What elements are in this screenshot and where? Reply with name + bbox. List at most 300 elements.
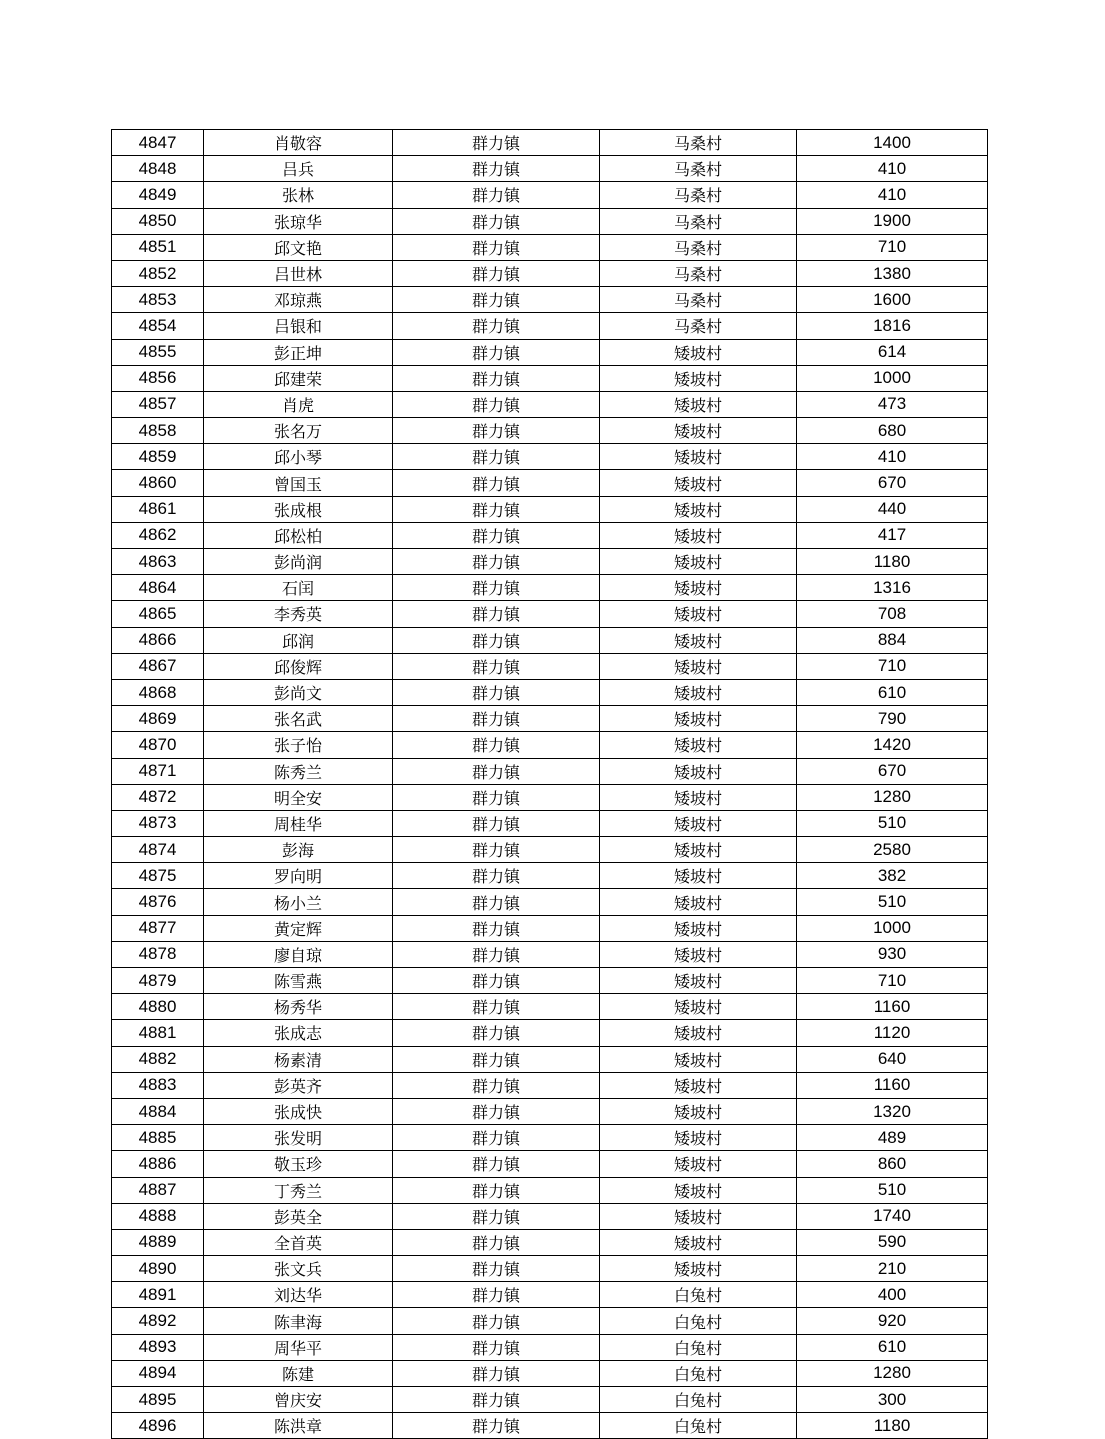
amount-cell: 1900 <box>797 208 988 234</box>
name-cell: 彭英全 <box>204 1203 393 1229</box>
name-cell: 陈聿海 <box>204 1308 393 1334</box>
row-number-cell: 4890 <box>112 1256 204 1282</box>
row-number-cell: 4885 <box>112 1125 204 1151</box>
table-row <box>112 234 988 260</box>
amount-cell: 210 <box>797 1256 988 1282</box>
town-cell: 群力镇 <box>393 810 600 836</box>
table-row <box>112 653 988 679</box>
village-cell: 矮坡村 <box>600 810 797 836</box>
data-table <box>111 129 988 1439</box>
row-number-cell: 4887 <box>112 1177 204 1203</box>
table-row <box>112 941 988 967</box>
table-row <box>112 522 988 548</box>
village-cell: 白兔村 <box>600 1334 797 1360</box>
village-cell: 矮坡村 <box>600 1177 797 1203</box>
town-cell: 群力镇 <box>393 313 600 339</box>
table-body <box>112 130 988 1439</box>
table-row <box>112 968 988 994</box>
village-cell: 马桑村 <box>600 182 797 208</box>
town-cell: 群力镇 <box>393 1229 600 1255</box>
town-cell: 群力镇 <box>393 837 600 863</box>
table-row <box>112 758 988 784</box>
name-cell: 全首英 <box>204 1229 393 1255</box>
table-row <box>112 1203 988 1229</box>
name-cell: 肖敬容 <box>204 130 393 156</box>
table-row <box>112 549 988 575</box>
village-cell: 矮坡村 <box>600 1020 797 1046</box>
table-row <box>112 994 988 1020</box>
town-cell: 群力镇 <box>393 784 600 810</box>
table-row <box>112 260 988 286</box>
amount-cell: 610 <box>797 679 988 705</box>
name-cell: 张名武 <box>204 706 393 732</box>
row-number-cell: 4849 <box>112 182 204 208</box>
table-row <box>112 391 988 417</box>
amount-cell: 614 <box>797 339 988 365</box>
village-cell: 马桑村 <box>600 260 797 286</box>
amount-cell: 930 <box>797 941 988 967</box>
table-row <box>112 1177 988 1203</box>
row-number-cell: 4883 <box>112 1072 204 1098</box>
name-cell: 邱润 <box>204 627 393 653</box>
village-cell: 矮坡村 <box>600 889 797 915</box>
row-number-cell: 4870 <box>112 732 204 758</box>
table-row <box>112 1229 988 1255</box>
amount-cell: 1420 <box>797 732 988 758</box>
amount-cell: 1160 <box>797 994 988 1020</box>
table-row <box>112 1282 988 1308</box>
amount-cell: 708 <box>797 601 988 627</box>
amount-cell: 1160 <box>797 1072 988 1098</box>
row-number-cell: 4896 <box>112 1413 204 1439</box>
town-cell: 群力镇 <box>393 1046 600 1072</box>
town-cell: 群力镇 <box>393 1360 600 1386</box>
amount-cell: 510 <box>797 810 988 836</box>
amount-cell: 670 <box>797 470 988 496</box>
town-cell: 群力镇 <box>393 1098 600 1124</box>
town-cell: 群力镇 <box>393 522 600 548</box>
town-cell: 群力镇 <box>393 1177 600 1203</box>
village-cell: 矮坡村 <box>600 758 797 784</box>
amount-cell: 610 <box>797 1334 988 1360</box>
name-cell: 彭英齐 <box>204 1072 393 1098</box>
table-row <box>112 1334 988 1360</box>
amount-cell: 1180 <box>797 1413 988 1439</box>
row-number-cell: 4859 <box>112 444 204 470</box>
amount-cell: 382 <box>797 863 988 889</box>
village-cell: 矮坡村 <box>600 470 797 496</box>
row-number-cell: 4871 <box>112 758 204 784</box>
town-cell: 群力镇 <box>393 1413 600 1439</box>
village-cell: 矮坡村 <box>600 706 797 732</box>
village-cell: 矮坡村 <box>600 339 797 365</box>
name-cell: 曾庆安 <box>204 1387 393 1413</box>
table-row <box>112 444 988 470</box>
amount-cell: 860 <box>797 1151 988 1177</box>
village-cell: 马桑村 <box>600 234 797 260</box>
row-number-cell: 4868 <box>112 679 204 705</box>
name-cell: 吕世林 <box>204 260 393 286</box>
name-cell: 周桂华 <box>204 810 393 836</box>
village-cell: 矮坡村 <box>600 1098 797 1124</box>
row-number-cell: 4884 <box>112 1098 204 1124</box>
village-cell: 矮坡村 <box>600 418 797 444</box>
name-cell: 张文兵 <box>204 1256 393 1282</box>
table-row <box>112 679 988 705</box>
name-cell: 邱俊辉 <box>204 653 393 679</box>
town-cell: 群力镇 <box>393 1125 600 1151</box>
amount-cell: 1740 <box>797 1203 988 1229</box>
amount-cell: 440 <box>797 496 988 522</box>
table-row <box>112 182 988 208</box>
village-cell: 矮坡村 <box>600 915 797 941</box>
table-row <box>112 339 988 365</box>
table-row <box>112 313 988 339</box>
table-row <box>112 575 988 601</box>
row-number-cell: 4876 <box>112 889 204 915</box>
amount-cell: 417 <box>797 522 988 548</box>
amount-cell: 410 <box>797 182 988 208</box>
row-number-cell: 4869 <box>112 706 204 732</box>
village-cell: 矮坡村 <box>600 1046 797 1072</box>
name-cell: 邱文艳 <box>204 234 393 260</box>
name-cell: 张发明 <box>204 1125 393 1151</box>
amount-cell: 489 <box>797 1125 988 1151</box>
name-cell: 张成志 <box>204 1020 393 1046</box>
amount-cell: 400 <box>797 1282 988 1308</box>
village-cell: 矮坡村 <box>600 994 797 1020</box>
village-cell: 矮坡村 <box>600 522 797 548</box>
town-cell: 群力镇 <box>393 941 600 967</box>
village-cell: 矮坡村 <box>600 941 797 967</box>
table-row <box>112 365 988 391</box>
amount-cell: 670 <box>797 758 988 784</box>
name-cell: 陈洪章 <box>204 1413 393 1439</box>
row-number-cell: 4882 <box>112 1046 204 1072</box>
amount-cell: 920 <box>797 1308 988 1334</box>
town-cell: 群力镇 <box>393 627 600 653</box>
amount-cell: 1000 <box>797 915 988 941</box>
village-cell: 马桑村 <box>600 130 797 156</box>
village-cell: 白兔村 <box>600 1308 797 1334</box>
name-cell: 邓琼燕 <box>204 287 393 313</box>
town-cell: 群力镇 <box>393 287 600 313</box>
row-number-cell: 4853 <box>112 287 204 313</box>
village-cell: 马桑村 <box>600 287 797 313</box>
table-row <box>112 1256 988 1282</box>
village-cell: 矮坡村 <box>600 1203 797 1229</box>
name-cell: 彭海 <box>204 837 393 863</box>
row-number-cell: 4881 <box>112 1020 204 1046</box>
amount-cell: 884 <box>797 627 988 653</box>
town-cell: 群力镇 <box>393 470 600 496</box>
row-number-cell: 4891 <box>112 1282 204 1308</box>
name-cell: 敬玉珍 <box>204 1151 393 1177</box>
row-number-cell: 4893 <box>112 1334 204 1360</box>
amount-cell: 510 <box>797 1177 988 1203</box>
row-number-cell: 4878 <box>112 941 204 967</box>
row-number-cell: 4848 <box>112 156 204 182</box>
name-cell: 张林 <box>204 182 393 208</box>
town-cell: 群力镇 <box>393 260 600 286</box>
town-cell: 群力镇 <box>393 1151 600 1177</box>
village-cell: 白兔村 <box>600 1282 797 1308</box>
village-cell: 马桑村 <box>600 156 797 182</box>
amount-cell: 1280 <box>797 784 988 810</box>
table-row <box>112 601 988 627</box>
name-cell: 张子怡 <box>204 732 393 758</box>
town-cell: 群力镇 <box>393 653 600 679</box>
table-row <box>112 706 988 732</box>
village-cell: 矮坡村 <box>600 863 797 889</box>
table-row <box>112 470 988 496</box>
row-number-cell: 4867 <box>112 653 204 679</box>
name-cell: 石闰 <box>204 575 393 601</box>
name-cell: 邱松柏 <box>204 522 393 548</box>
town-cell: 群力镇 <box>393 1020 600 1046</box>
table-row <box>112 732 988 758</box>
amount-cell: 2580 <box>797 837 988 863</box>
row-number-cell: 4866 <box>112 627 204 653</box>
name-cell: 李秀英 <box>204 601 393 627</box>
table-row <box>112 1046 988 1072</box>
amount-cell: 410 <box>797 156 988 182</box>
row-number-cell: 4861 <box>112 496 204 522</box>
name-cell: 陈秀兰 <box>204 758 393 784</box>
amount-cell: 710 <box>797 968 988 994</box>
village-cell: 矮坡村 <box>600 1229 797 1255</box>
town-cell: 群力镇 <box>393 444 600 470</box>
town-cell: 群力镇 <box>393 156 600 182</box>
name-cell: 张琼华 <box>204 208 393 234</box>
row-number-cell: 4860 <box>112 470 204 496</box>
amount-cell: 710 <box>797 234 988 260</box>
amount-cell: 1320 <box>797 1098 988 1124</box>
row-number-cell: 4858 <box>112 418 204 444</box>
town-cell: 群力镇 <box>393 496 600 522</box>
amount-cell: 473 <box>797 391 988 417</box>
town-cell: 群力镇 <box>393 863 600 889</box>
town-cell: 群力镇 <box>393 130 600 156</box>
amount-cell: 710 <box>797 653 988 679</box>
row-number-cell: 4854 <box>112 313 204 339</box>
village-cell: 矮坡村 <box>600 365 797 391</box>
village-cell: 矮坡村 <box>600 1125 797 1151</box>
row-number-cell: 4852 <box>112 260 204 286</box>
amount-cell: 300 <box>797 1387 988 1413</box>
village-cell: 矮坡村 <box>600 679 797 705</box>
row-number-cell: 4874 <box>112 837 204 863</box>
row-number-cell: 4855 <box>112 339 204 365</box>
row-number-cell: 4895 <box>112 1387 204 1413</box>
table-row <box>112 1151 988 1177</box>
town-cell: 群力镇 <box>393 208 600 234</box>
town-cell: 群力镇 <box>393 601 600 627</box>
name-cell: 邱建荣 <box>204 365 393 391</box>
table-row <box>112 837 988 863</box>
row-number-cell: 4879 <box>112 968 204 994</box>
town-cell: 群力镇 <box>393 549 600 575</box>
village-cell: 马桑村 <box>600 208 797 234</box>
name-cell: 吕兵 <box>204 156 393 182</box>
amount-cell: 590 <box>797 1229 988 1255</box>
town-cell: 群力镇 <box>393 339 600 365</box>
table-row <box>112 496 988 522</box>
table-row <box>112 208 988 234</box>
name-cell: 丁秀兰 <box>204 1177 393 1203</box>
row-number-cell: 4880 <box>112 994 204 1020</box>
village-cell: 矮坡村 <box>600 496 797 522</box>
village-cell: 矮坡村 <box>600 444 797 470</box>
row-number-cell: 4850 <box>112 208 204 234</box>
amount-cell: 1280 <box>797 1360 988 1386</box>
name-cell: 黄定辉 <box>204 915 393 941</box>
table-row <box>112 784 988 810</box>
village-cell: 矮坡村 <box>600 968 797 994</box>
row-number-cell: 4889 <box>112 1229 204 1255</box>
name-cell: 张成快 <box>204 1098 393 1124</box>
name-cell: 廖自琼 <box>204 941 393 967</box>
row-number-cell: 4865 <box>112 601 204 627</box>
row-number-cell: 4873 <box>112 810 204 836</box>
name-cell: 邱小琴 <box>204 444 393 470</box>
table-row <box>112 1360 988 1386</box>
name-cell: 曾国玉 <box>204 470 393 496</box>
amount-cell: 640 <box>797 1046 988 1072</box>
town-cell: 群力镇 <box>393 1203 600 1229</box>
town-cell: 群力镇 <box>393 679 600 705</box>
village-cell: 矮坡村 <box>600 575 797 601</box>
village-cell: 矮坡村 <box>600 549 797 575</box>
village-cell: 矮坡村 <box>600 1151 797 1177</box>
table-row <box>112 1387 988 1413</box>
table-row <box>112 810 988 836</box>
amount-cell: 1816 <box>797 313 988 339</box>
name-cell: 陈建 <box>204 1360 393 1386</box>
amount-cell: 510 <box>797 889 988 915</box>
table-row <box>112 418 988 444</box>
table-row <box>112 915 988 941</box>
name-cell: 彭正坤 <box>204 339 393 365</box>
town-cell: 群力镇 <box>393 182 600 208</box>
town-cell: 群力镇 <box>393 1256 600 1282</box>
amount-cell: 1000 <box>797 365 988 391</box>
village-cell: 矮坡村 <box>600 784 797 810</box>
village-cell: 矮坡村 <box>600 732 797 758</box>
town-cell: 群力镇 <box>393 1072 600 1098</box>
town-cell: 群力镇 <box>393 758 600 784</box>
table-row <box>112 1098 988 1124</box>
table-row <box>112 1020 988 1046</box>
row-number-cell: 4862 <box>112 522 204 548</box>
town-cell: 群力镇 <box>393 1334 600 1360</box>
name-cell: 张成根 <box>204 496 393 522</box>
village-cell: 矮坡村 <box>600 601 797 627</box>
village-cell: 矮坡村 <box>600 391 797 417</box>
village-cell: 白兔村 <box>600 1387 797 1413</box>
name-cell: 罗向明 <box>204 863 393 889</box>
table-row <box>112 889 988 915</box>
name-cell: 刘达华 <box>204 1282 393 1308</box>
town-cell: 群力镇 <box>393 889 600 915</box>
town-cell: 群力镇 <box>393 365 600 391</box>
town-cell: 群力镇 <box>393 1387 600 1413</box>
name-cell: 肖虎 <box>204 391 393 417</box>
table-row <box>112 156 988 182</box>
row-number-cell: 4864 <box>112 575 204 601</box>
town-cell: 群力镇 <box>393 391 600 417</box>
table-row <box>112 1125 988 1151</box>
amount-cell: 1316 <box>797 575 988 601</box>
row-number-cell: 4886 <box>112 1151 204 1177</box>
name-cell: 杨素清 <box>204 1046 393 1072</box>
table-row <box>112 627 988 653</box>
village-cell: 白兔村 <box>600 1360 797 1386</box>
table-row <box>112 1308 988 1334</box>
row-number-cell: 4851 <box>112 234 204 260</box>
amount-cell: 410 <box>797 444 988 470</box>
row-number-cell: 4892 <box>112 1308 204 1334</box>
name-cell: 周华平 <box>204 1334 393 1360</box>
amount-cell: 1380 <box>797 260 988 286</box>
name-cell: 明全安 <box>204 784 393 810</box>
amount-cell: 790 <box>797 706 988 732</box>
village-cell: 矮坡村 <box>600 1072 797 1098</box>
town-cell: 群力镇 <box>393 732 600 758</box>
row-number-cell: 4856 <box>112 365 204 391</box>
village-cell: 矮坡村 <box>600 627 797 653</box>
name-cell: 彭尚润 <box>204 549 393 575</box>
amount-cell: 1600 <box>797 287 988 313</box>
town-cell: 群力镇 <box>393 994 600 1020</box>
town-cell: 群力镇 <box>393 418 600 444</box>
table-row <box>112 1413 988 1439</box>
town-cell: 群力镇 <box>393 706 600 732</box>
amount-cell: 1120 <box>797 1020 988 1046</box>
table-row <box>112 130 988 156</box>
row-number-cell: 4888 <box>112 1203 204 1229</box>
name-cell: 彭尚文 <box>204 679 393 705</box>
town-cell: 群力镇 <box>393 968 600 994</box>
name-cell: 杨小兰 <box>204 889 393 915</box>
town-cell: 群力镇 <box>393 1282 600 1308</box>
table-row <box>112 287 988 313</box>
row-number-cell: 4847 <box>112 130 204 156</box>
amount-cell: 1180 <box>797 549 988 575</box>
town-cell: 群力镇 <box>393 575 600 601</box>
name-cell: 吕银和 <box>204 313 393 339</box>
row-number-cell: 4863 <box>112 549 204 575</box>
table-row <box>112 863 988 889</box>
name-cell: 张名万 <box>204 418 393 444</box>
row-number-cell: 4857 <box>112 391 204 417</box>
row-number-cell: 4872 <box>112 784 204 810</box>
name-cell: 陈雪燕 <box>204 968 393 994</box>
village-cell: 马桑村 <box>600 313 797 339</box>
row-number-cell: 4875 <box>112 863 204 889</box>
town-cell: 群力镇 <box>393 1308 600 1334</box>
table-row <box>112 1072 988 1098</box>
town-cell: 群力镇 <box>393 915 600 941</box>
village-cell: 矮坡村 <box>600 653 797 679</box>
amount-cell: 1400 <box>797 130 988 156</box>
town-cell: 群力镇 <box>393 234 600 260</box>
row-number-cell: 4894 <box>112 1360 204 1386</box>
row-number-cell: 4877 <box>112 915 204 941</box>
name-cell: 杨秀华 <box>204 994 393 1020</box>
village-cell: 矮坡村 <box>600 1256 797 1282</box>
village-cell: 矮坡村 <box>600 837 797 863</box>
